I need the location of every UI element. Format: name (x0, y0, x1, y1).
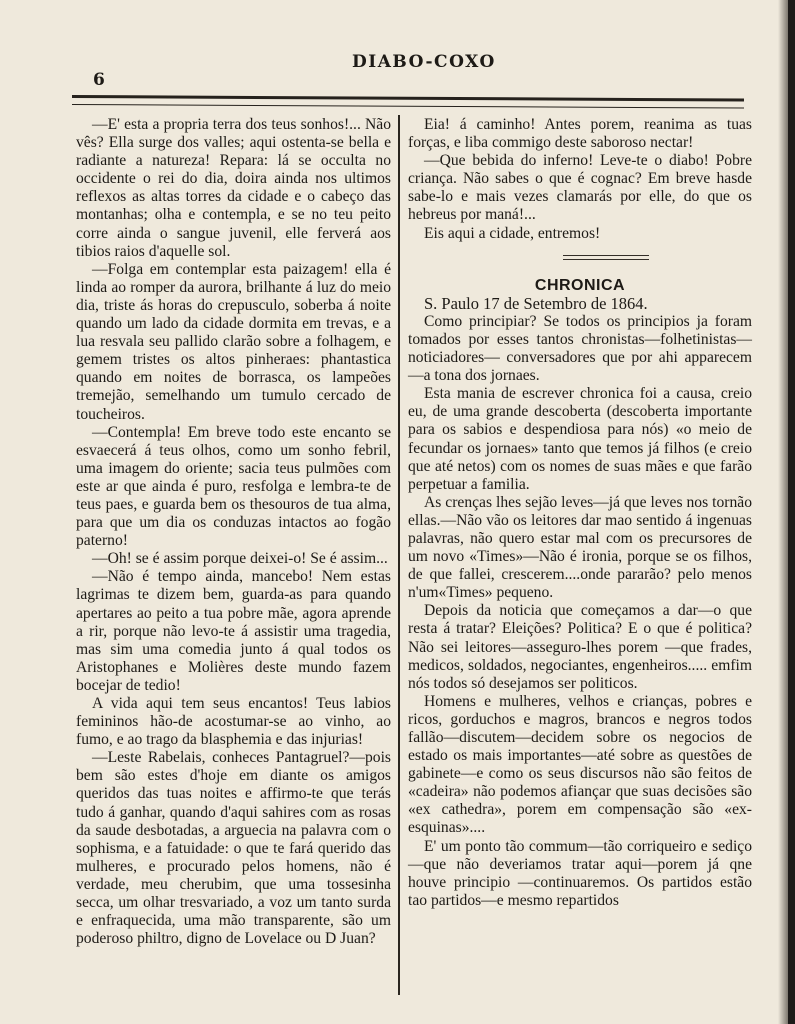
paragraph: —Oh! se é assim porque deixei-o! Se é assim... (92, 550, 388, 568)
paragraph: Depois da noticia que começamos a dar—o que resta á tratar? Eleições? Politica? E o que é politica? Não sei leitores—asseguro-lhes porem —que frades, medicos, soldados, negociantes, engenheiros..... emfim nós todos só desejamos ser politicos. (408, 602, 752, 692)
dateline: S. Paulo 17 de Setembro de 1864. (424, 293, 648, 313)
page-edge-shadow (778, 0, 788, 1024)
header-rule-thin (72, 104, 744, 109)
separator-line (563, 259, 649, 260)
paragraph: Esta mania de escrever chronica foi a causa, creio eu, de uma grande descoberta (descoberta importante para os sabios e despendiosa para nós) «o meio de fecundar os jornaes» tanto que temos já filhos (e creio que até netos) com os nomes de suas mães e que farão perpetuar a familia. (408, 385, 752, 493)
paragraph: As crenças lhes sejão leves—já que leves nos tornão ellas.—Não vão os leitores dar mao sentido á ingenuas palavras, não quero estar mal com os precursores de um novo «Times»—Não é ironia, porque se os filhos, de que fallei, crescerem....onde pararão? pelo menos n'um«Times» pequeno. (408, 493, 752, 602)
paragraph: Eia! á caminho! Antes porem, reanima as tuas forças, e liba commigo deste saboroso nectar! (408, 116, 752, 152)
section-separator (408, 243, 752, 277)
paragraph: Eis aqui a cidade, entremos! (424, 224, 601, 242)
newspaper-title: DIABO-COXO (352, 52, 496, 72)
paragraph: Homens e mulheres, velhos e crianças, pobres e ricos, gorduchos e magros, brancos e negros todos fallão—discutem—decidem sobre os negocios de estado os mais importantes—até sobre as questões de gabinete—e como os seus discursos não são feitos de «cadeira» não podemos afiançar que suas decisões são «ex cathedra», porem em compensação são «ex-esquinas».... (408, 692, 752, 837)
paragraph: Como principiar? Se todos os principios ja foram tomados por esses tantos chronistas—folhetinistas— noticiadores— conversadores que por ahi apparecem—a tona dos jornaes. (408, 312, 752, 385)
paragraph: —Contempla! Em breve todo este encanto se esvaecerá á teus olhos, como um sonho febril, uma imagem do oriente; sacia teus pulmões com este ar que ainda é puro, resfolga e lembra-te de teus paes, e guarda bem os thesouros de tua alma, para que um dia os conduzas intactos ao fogão paterno! (76, 423, 391, 550)
paragraph: A vida aqui tem seus encantos! Teus labios femininos hão-de acostumar-se ao vinho, ao fumo, e ao trago da blasphemia e das injurias! (76, 695, 391, 749)
page-number: 6 (93, 70, 105, 90)
column-divider (398, 115, 400, 995)
paragraph: E' um ponto tão commum—tão corriqueiro e sediço—que não deveriamos tratar aqui—porem já qne houve principio —continuaremos. Os partidos estão tao partidos—e mesmo repartidos (408, 837, 752, 909)
paragraph: —Leste Rabelais, conheces Pantagruel?—pois bem são estes d'hoje em diante os amigos queridos das tuas noites e affirmo-te que terás tudo á ganhar, quando d'aqui sahires com as rosas da saude desbotadas, a arguecia na palavra com o sophisma, e a fatuidade: o que te fará querido das mulheres, e procurado pelos homens, não é verdade, meu cherubim, que uma tossesinha secca, um olhar tresvariado, a voz um tanto surda e enfraquecida, uma mão transparente, são um poderoso philtro, digno de Lovelace ou D Juan? (76, 749, 391, 948)
right-column (408, 116, 752, 910)
section-heading: CHRONICA (534, 276, 626, 294)
left-column (76, 116, 391, 948)
paragraph: —E' esta a propria terra dos teus sonhos!... Não vês? Ella surge dos valles; aqui ostenta-se bella e radiante a natureza! Repara: lá se occulta no occidente o rei do dia, doira ainda nos ultimos reflexos as altas torres da cidade e o cabeço das montanhas; olha e contempla, e se no teu peito corre ainda o sangue juvenil, elle ferverá aos tibios raios d'aquelle sol. (76, 116, 391, 260)
paragraph: —Folga em contemplar esta paizagem! ella é linda ao romper da aurora, brilhante á luz do meio dia, triste ás horas do crepusculo, soberba á noite quando um lado da cidade dormita em trevas, e a lua resvala seu pallido clarão sobre a folhagem, e gemem tristes os altos pinheraes: phantastica quando em noites de borrasca, os lampeões tremejão, semelhando um tumulo cercado de toucheiros. (76, 260, 391, 423)
separator-line (563, 255, 649, 256)
paragraph: —Não é tempo ainda, mancebo! Nem estas lagrimas te dizem bem, guarda-as para quando apertares ao peito a tua pobre mãe, agora aprende a rir, porque não levo-te á assistir uma tragedia, mas sim uma comedia junto á qual todos os Aristophanes e Molières deste mundo fazem bocejar de tedio! (76, 568, 391, 694)
header-rule-thick (72, 95, 744, 102)
paragraph: —Que bebida do inferno! Leve-te o diabo! Pobre criança. Não sabes o que é cognac? Em breve hasde sabe-lo e mais vezes clamarás por elle, do que os hebreus por maná!... (408, 152, 752, 224)
